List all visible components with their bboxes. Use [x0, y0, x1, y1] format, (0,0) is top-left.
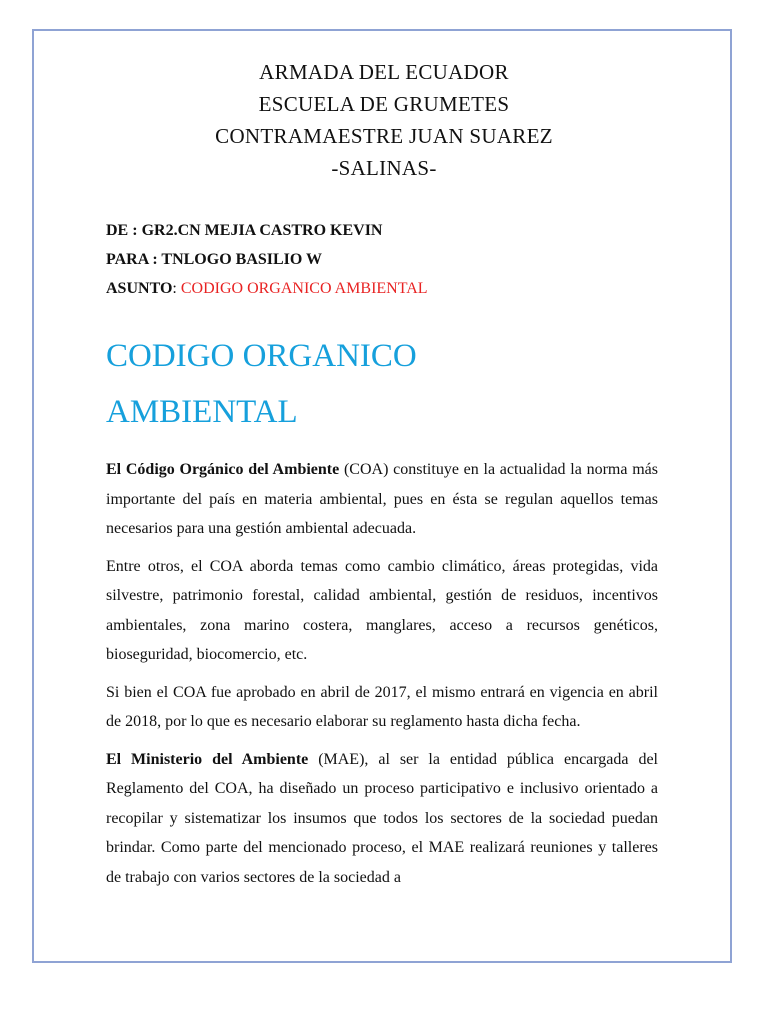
paragraph-coa-topics: Entre otros, el COA aborda temas como cambio climático, áreas protegidas, vida silvestre, patrimonio forestal, calidad ambiental, gestión de residuos, incentivos ambientales, zona marino costera, manglares, acceso a recursos genéticos, bioseguridad, biocomercio, etc.: [106, 557, 658, 663]
memo-subject-colon: :: [172, 280, 181, 297]
memo-subject-label: ASUNTO: [106, 280, 173, 297]
header-school-name: CONTRAMAESTRE JUAN SUAREZ: [215, 124, 553, 148]
title-line-1: CODIGO ORGANICO: [106, 338, 417, 374]
paragraph-coa-intro-bold: El Código Orgánico del Ambiente: [106, 461, 340, 478]
memo-from: [106, 216, 428, 245]
header-location: -SALINAS-: [331, 156, 437, 180]
document-title: [106, 328, 417, 440]
header-school: ESCUELA DE GRUMETES: [258, 92, 510, 116]
memo-subject: [106, 274, 428, 303]
memo-to-label: PARA :: [106, 251, 162, 268]
title-line-2: AMBIENTAL: [106, 394, 298, 430]
memo-from-label: DE :: [106, 222, 142, 239]
memo-to-value: TNLOGO BASILIO W: [161, 251, 323, 268]
paragraph-coa-dates: Si bien el COA fue aprobado en abril de 2017, el mismo entrará en vigencia en abril de 2018, por lo que es necesario elaborar su reglamento hasta dicha fecha.: [106, 683, 658, 730]
document-body: [106, 455, 658, 900]
memo-block: [106, 216, 428, 303]
paragraph-mae-text: (MAE), al ser la entidad pública encargada del Reglamento del COA, ha diseñado un proceso participativo e inclusivo orientado a recopilar y sistematizar los insumos que todos los sectores de la sociedad puedan brindar. Como parte del mencionado proceso, el MAE realizará reuniones y talleres de trabajo con varios sectores de la sociedad a: [106, 750, 658, 886]
paragraph-mae-bold: El Ministerio del Ambiente: [106, 750, 309, 768]
paragraph-mae: [106, 745, 658, 893]
memo-to: [106, 245, 428, 274]
memo-subject-value: CODIGO ORGANICO AMBIENTAL: [180, 280, 428, 297]
memo-from-value: GR2.CN MEJIA CASTRO KEVIN: [141, 222, 383, 239]
paragraph-coa-intro: [106, 455, 658, 544]
paragraph-coa-intro-text: (COA) constituye en la actualidad la norma más importante del país en materia ambiental, pues en ésta se regulan aquellos temas necesarios para una gestión ambiental adecuada.: [106, 461, 658, 537]
document-header: [0, 56, 768, 184]
header-institution: ARMADA DEL ECUADOR: [259, 60, 509, 84]
